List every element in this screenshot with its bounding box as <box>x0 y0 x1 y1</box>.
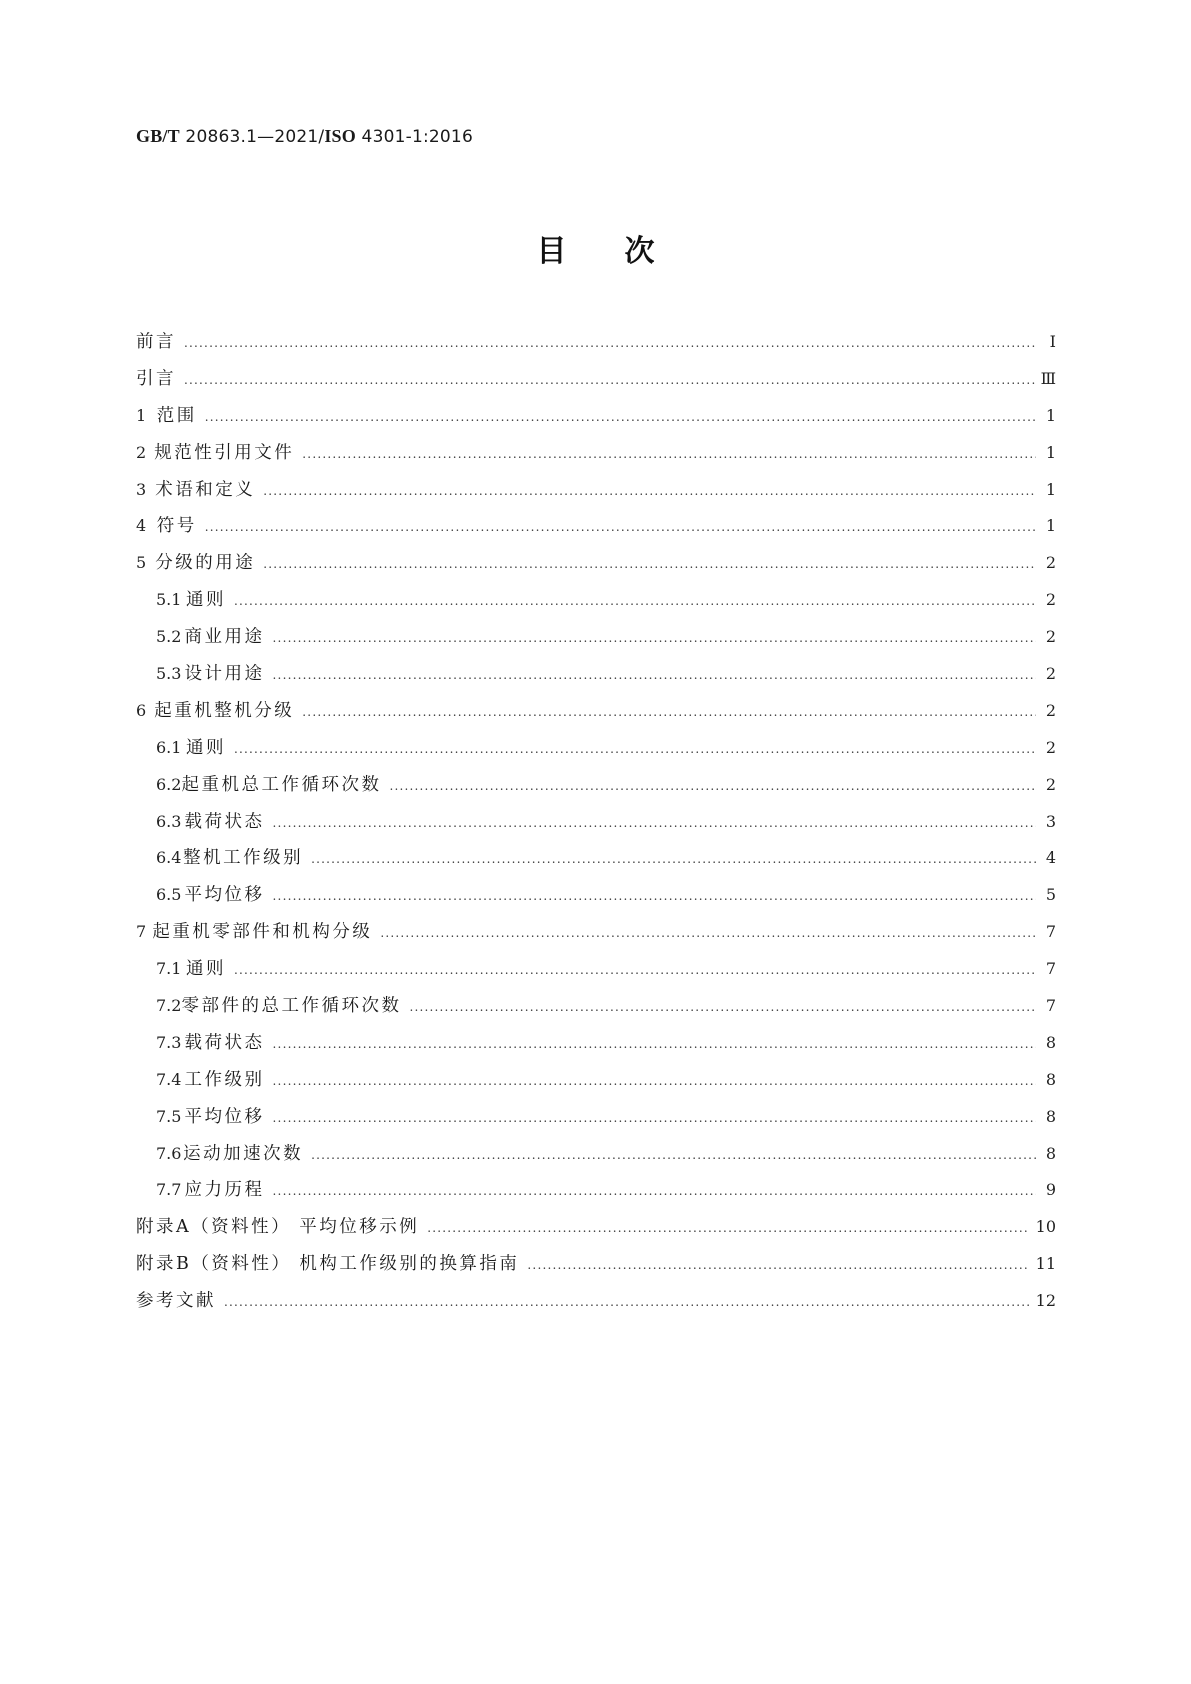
toc-entry-page: 7 <box>1045 959 1056 979</box>
toc-entry-number: 7.5 <box>156 1106 182 1126</box>
dot-leader <box>527 1247 1029 1284</box>
toc-entry-title: 运动加速次数 <box>183 1143 304 1164</box>
toc-entry[interactable] <box>136 619 1056 656</box>
standard-prefix: GB/T <box>136 126 180 146</box>
iso-prefix: ISO <box>324 126 356 146</box>
toc-entry-page: 4 <box>1045 848 1056 868</box>
toc-entry-number: 7.1 <box>156 959 182 979</box>
toc-entry-title: 平均位移 <box>184 1106 265 1127</box>
toc-entry[interactable] <box>136 840 1056 877</box>
toc-entry-page: 12 <box>1035 1291 1056 1311</box>
dot-leader <box>224 1284 1030 1321</box>
toc-entry-title: 平均位移 <box>184 885 265 906</box>
toc-entry-number: 7.4 <box>156 1069 182 1089</box>
toc-entry[interactable] <box>136 1136 1056 1173</box>
toc-entry-page: Ⅰ <box>1049 332 1056 351</box>
page-title: 目次 <box>536 234 713 269</box>
toc-entry-number: 5.1 <box>156 590 182 610</box>
toc-entry-title: 范围 <box>156 405 197 426</box>
toc-entry[interactable] <box>136 1025 1056 1062</box>
toc-entry-title: 参考文献 <box>136 1291 216 1312</box>
toc-entry-number: 6.5 <box>156 885 182 905</box>
dot-leader <box>234 731 1036 768</box>
toc-entry-page: 8 <box>1045 1106 1056 1126</box>
dot-leader <box>234 583 1036 620</box>
toc-entry[interactable] <box>136 1099 1056 1136</box>
toc-entry[interactable] <box>136 435 1056 472</box>
dot-leader <box>205 509 1036 546</box>
toc-entry-page: 1 <box>1045 405 1056 425</box>
toc-entry[interactable] <box>136 1172 1056 1209</box>
toc-entry-title: 附录A（资料性） 平均位移示例 <box>136 1217 420 1238</box>
toc-entry-title: 附录B（资料性） 机构工作级别的换算指南 <box>136 1254 520 1275</box>
toc-entry[interactable] <box>136 767 1056 804</box>
toc-entry-title: 工作级别 <box>184 1069 265 1090</box>
toc-entry-title: 应力历程 <box>184 1180 265 1201</box>
toc-entry-number: 5.2 <box>156 627 182 647</box>
toc-entry-page: 5 <box>1045 885 1056 905</box>
toc-entry[interactable] <box>136 361 1056 398</box>
toc-entry-number: 2 <box>136 442 147 462</box>
toc-entry-page: 2 <box>1045 700 1056 720</box>
toc-entry[interactable] <box>136 693 1056 730</box>
toc-entry-title: 引言 <box>136 368 176 389</box>
toc-entry-page: Ⅲ <box>1040 368 1056 388</box>
toc-entry-page: 2 <box>1045 664 1056 684</box>
toc-entry-page: 1 <box>1045 479 1056 499</box>
toc-entry-page: 2 <box>1045 590 1056 610</box>
dot-leader <box>273 1063 1036 1100</box>
dot-leader <box>273 805 1036 842</box>
toc-entry-page: 8 <box>1045 1069 1056 1089</box>
toc-entry[interactable] <box>136 1283 1056 1320</box>
toc-entry-title: 整机工作级别 <box>183 848 304 869</box>
toc-entry-title: 载荷状态 <box>184 1032 265 1053</box>
toc-entry[interactable] <box>136 914 1056 951</box>
toc-entry-title: 设计用途 <box>184 664 265 685</box>
toc-entry-title: 通则 <box>185 737 226 758</box>
toc-entry-page: 2 <box>1045 737 1056 757</box>
toc-entry-title: 零部件的总工作循环次数 <box>181 996 402 1017</box>
dot-leader <box>302 694 1036 731</box>
toc-entry[interactable] <box>136 1062 1056 1099</box>
toc-entry-page: 11 <box>1035 1254 1056 1274</box>
toc-entry-number: 3 <box>136 479 147 499</box>
toc-entry-page: 3 <box>1045 811 1056 831</box>
toc-entry-number: 6.2 <box>156 774 182 794</box>
dot-leader <box>380 915 1036 952</box>
toc-entry-page: 2 <box>1045 553 1056 573</box>
toc-entry[interactable] <box>136 398 1056 435</box>
toc-entry-title: 符号 <box>156 516 197 537</box>
toc-entry[interactable] <box>136 1246 1056 1283</box>
toc-entry-number: 1 <box>136 405 147 425</box>
toc-entry-number: 6 <box>136 700 147 720</box>
toc-entry[interactable] <box>136 951 1056 988</box>
toc-entry-page: 10 <box>1035 1217 1056 1237</box>
toc-entry[interactable] <box>136 582 1056 619</box>
dot-leader <box>184 325 1036 362</box>
toc-entry-page: 7 <box>1045 922 1056 942</box>
iso-number: 4301-1:2016 <box>355 127 473 147</box>
toc-entry-title: 商业用途 <box>184 627 265 648</box>
toc-entry[interactable] <box>136 324 1056 361</box>
toc-entry-page: 8 <box>1045 1032 1056 1052</box>
toc-entry[interactable] <box>136 508 1056 545</box>
dot-leader <box>311 841 1036 878</box>
toc-entry-number: 6.3 <box>156 811 182 831</box>
toc-entry-number: 7.2 <box>156 996 182 1016</box>
dot-leader <box>263 546 1036 583</box>
dot-leader <box>184 362 1035 399</box>
toc-entry[interactable] <box>136 545 1056 582</box>
toc-entry-title: 分级的用途 <box>155 553 256 574</box>
toc-entry-page: 8 <box>1045 1143 1056 1163</box>
toc-entry-page: 1 <box>1045 442 1056 462</box>
toc-entry-number: 5 <box>136 553 147 573</box>
toc-entry-number: 7.3 <box>156 1032 182 1052</box>
dot-leader <box>273 878 1036 915</box>
toc-entry-number: 6.1 <box>156 737 182 757</box>
dot-leader <box>409 989 1036 1026</box>
toc-entry-number: 7 <box>136 922 147 942</box>
table-of-contents <box>136 324 1056 1320</box>
dot-leader <box>389 768 1036 805</box>
toc-entry-title: 起重机整机分级 <box>154 700 295 721</box>
toc-entry-page: 2 <box>1045 774 1056 794</box>
toc-entry-title: 规范性引用文件 <box>154 442 295 463</box>
toc-entry-title: 前言 <box>136 332 176 352</box>
dot-leader <box>234 952 1036 989</box>
dot-leader <box>273 1026 1036 1063</box>
dot-leader <box>273 1173 1036 1210</box>
toc-entry-page: 7 <box>1045 996 1056 1016</box>
standard-number: 20863.1—2021/ <box>179 127 325 147</box>
dot-leader <box>263 473 1036 510</box>
toc-entry-title: 术语和定义 <box>155 479 256 500</box>
toc-entry-title: 通则 <box>185 959 226 980</box>
toc-entry-number: 7.6 <box>156 1143 182 1163</box>
toc-entry-title: 载荷状态 <box>184 811 265 832</box>
toc-entry-title: 通则 <box>185 590 226 611</box>
toc-entry[interactable] <box>136 1209 1056 1246</box>
toc-entry[interactable] <box>136 730 1056 767</box>
dot-leader <box>205 399 1036 436</box>
dot-leader <box>427 1210 1029 1247</box>
toc-entry-page: 1 <box>1045 516 1056 536</box>
dot-leader <box>273 620 1036 657</box>
dot-leader <box>273 657 1036 694</box>
dot-leader <box>311 1137 1036 1174</box>
toc-entry[interactable] <box>136 877 1056 914</box>
toc-entry-number: 7.7 <box>156 1180 182 1200</box>
toc-entry-number: 6.4 <box>156 848 182 868</box>
toc-entry[interactable] <box>136 656 1056 693</box>
toc-entry[interactable] <box>136 472 1056 509</box>
toc-entry-title: 起重机零部件和机构分级 <box>152 922 373 943</box>
dot-leader <box>302 436 1036 473</box>
dot-leader <box>273 1100 1036 1137</box>
toc-entry-page: 2 <box>1045 627 1056 647</box>
toc-entry[interactable] <box>136 988 1056 1025</box>
standard-header <box>136 126 473 147</box>
toc-entry[interactable] <box>136 804 1056 841</box>
toc-entry-number: 5.3 <box>156 664 182 684</box>
toc-entry-page: 9 <box>1045 1180 1056 1200</box>
toc-entry-number: 4 <box>136 516 147 536</box>
toc-entry-title: 起重机总工作循环次数 <box>181 774 382 795</box>
